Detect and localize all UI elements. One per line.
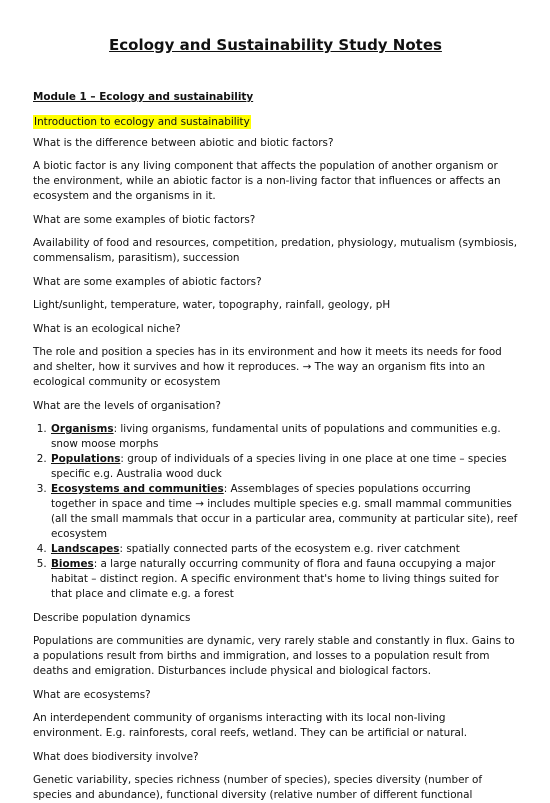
question: What are ecosystems? [33, 689, 151, 701]
answer: Light/sunlight, temperature, water, topography, rainfall, geology, pH [33, 299, 391, 311]
answer: Genetic variability, species richness (number of species), species diversity (number of species and abundance), functional diversity (relative number of different functional [33, 774, 483, 801]
question: Describe population dynamics [33, 612, 191, 624]
term-separator: : [119, 543, 124, 555]
answer: An interdependent community of organisms interacting with its local non-living environment. E.g. rainforests, coral reefs, wetland. They can be artificial or natural. [33, 712, 468, 739]
answer: Availability of food and resources, competition, predation, physiology, mutualism (symbiosis, commensalism, parasitism), succession [33, 237, 518, 264]
question: What are some examples of biotic factors? [33, 214, 256, 226]
term-separator: : [113, 423, 118, 435]
document-title: Ecology and Sustainability Study Notes [109, 36, 442, 54]
level-description: a large naturally occurring community of flora and fauna occupying a major habitat – distinct region. A specific environment that's home to living things suited for that place and climate e.g. a forest [51, 558, 499, 600]
level-term: Landscapes [51, 543, 120, 555]
level-description: Assemblages of species populations occurring together in space and time → includes multiple species e.g. small mammal communities (all the small mammals that occur in a particular area, community at particular site), reef ecosystem [51, 483, 518, 540]
question: What is the difference between abiotic and biotic factors? [33, 137, 334, 149]
list-item [50, 452, 518, 482]
level-term: Populations [51, 453, 121, 465]
level-term: Ecosystems and communities [51, 483, 224, 495]
list-item [50, 542, 518, 557]
list-item [50, 557, 518, 602]
question: What is an ecological niche? [33, 323, 181, 335]
level-description: group of individuals of a species living in one place at one time – species specific e.g. Australia wood duck [51, 453, 507, 480]
question: What are some examples of abiotic factors? [33, 276, 262, 288]
term-separator: : [93, 558, 98, 570]
module-heading: Module 1 – Ecology and sustainability [33, 91, 254, 103]
question: What are the levels of organisation? [33, 400, 221, 412]
question: What does biodiversity involve? [33, 751, 199, 763]
answer: Populations are communities are dynamic, very rarely stable and constantly in flux. Gains to a populations result from births and immigration, and losses to a population result from deaths and emigration. Disturbances include physical and biological factors. [33, 635, 515, 677]
list-item [50, 422, 518, 452]
answer: The role and position a species has in its environment and how it meets its needs for food and shelter, how it survives and how it reproduces. → The way an organism fits into an ecological community or ecosystem [33, 346, 502, 388]
section-heading-highlighted: Introduction to ecology and sustainability [34, 116, 250, 128]
level-term: Biomes [51, 558, 94, 570]
level-term: Organisms [51, 423, 114, 435]
answer: A biotic factor is any living component that affects the population of another organism or the environment, while an abiotic factor is a non-living factor that influences or affects an ecosystem and the organisms in it. [33, 160, 501, 202]
level-description: living organisms, fundamental units of populations and communities e.g. snow moose morphs [51, 423, 501, 450]
level-description: spatially connected parts of the ecosystem e.g. river catchment [123, 543, 460, 555]
levels-list [33, 422, 518, 602]
term-separator: : [223, 483, 228, 495]
term-separator: : [120, 453, 124, 465]
list-item [50, 482, 518, 542]
